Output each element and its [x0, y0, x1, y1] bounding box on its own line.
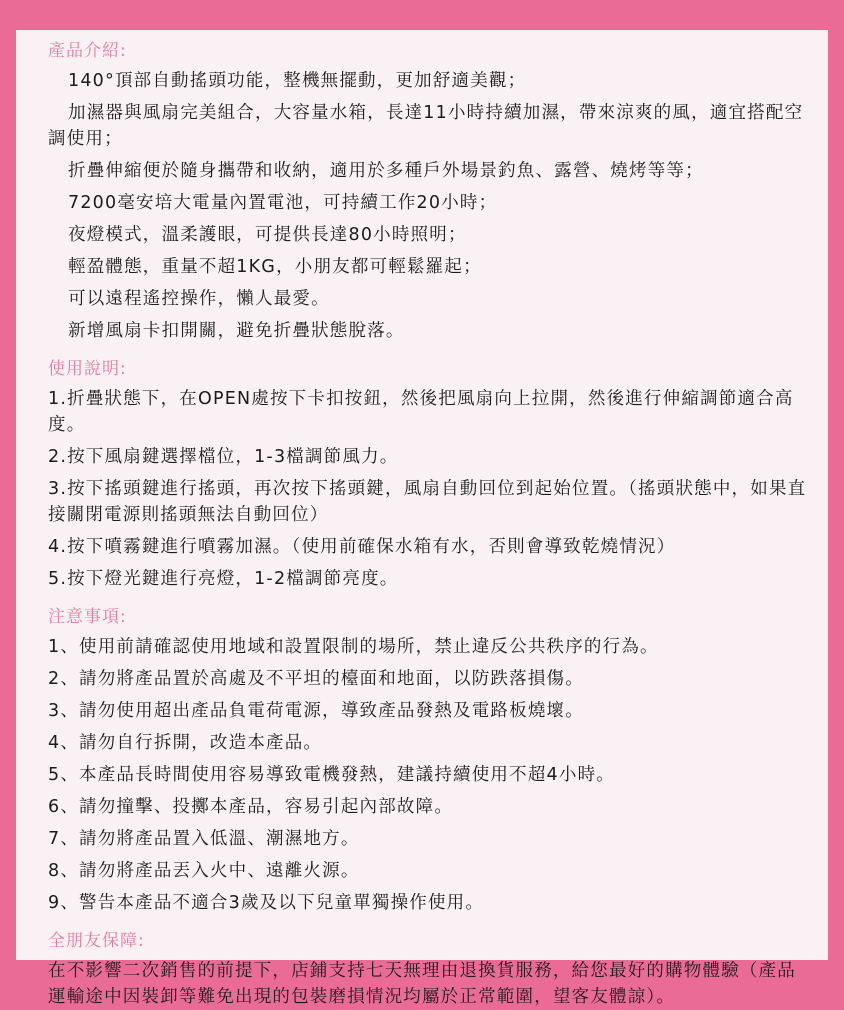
- product-intro-line: 可以遠程遙控操作，懶人最愛。: [68, 289, 330, 309]
- notes-heading: 注意事項:: [48, 607, 127, 627]
- product-intro-line: 夜燈模式，溫柔護眼，可提供長達80小時照明；: [68, 225, 467, 245]
- notes-list: [48, 634, 814, 916]
- note-item: 8、請勿將產品丟入火中、遠離火源。: [48, 861, 360, 881]
- guarantee-text: 在不影響二次銷售的前提下，店鋪支持七天無理由退換貨服務，給您最好的購物體驗（產品運輸途中因裝卸等難免出現的包裝磨損情況均屬於正常範圍，望客友體諒）。: [48, 961, 796, 1007]
- guarantee-heading: 全朋友保障:: [48, 931, 145, 951]
- usage-heading: 使用說明:: [48, 359, 127, 379]
- note-item: 4、請勿自行拆開，改造本產品。: [48, 733, 323, 753]
- note-item: 1、使用前請確認使用地域和設置限制的場所，禁止違反公共秩序的行為。: [48, 637, 659, 657]
- usage-step: 3.按下搖頭鍵進行搖頭，再次按下搖頭鍵，風扇自動回位到起始位置。（搖頭狀態中，如果直接關閉電源則搖頭無法自動回位）: [48, 479, 807, 525]
- product-intro-line: 新增風扇卡扣開關，避免折疊狀態脫落。: [68, 321, 405, 341]
- note-item: 7、請勿將產品置入低溫、潮濕地方。: [48, 829, 360, 849]
- product-intro-line: 輕盈體態，重量不超1KG，小朋友都可輕鬆羅起；: [68, 257, 482, 277]
- usage-step: 2.按下風扇鍵選擇檔位，1-3檔調節風力。: [48, 447, 399, 467]
- usage-step: 1.折疊狀態下，在OPEN處按下卡扣按鈕，然後把風扇向上拉開，然後進行伸縮調節適合高度。: [48, 389, 794, 435]
- usage-list: [48, 386, 814, 592]
- guarantee-section: [48, 928, 814, 1010]
- product-intro-list: [48, 68, 814, 344]
- product-intro-line: 140°頂部自動搖頭功能，整機無擺動，更加舒適美觀；: [68, 71, 527, 91]
- note-item: 9、警告本產品不適合3歲及以下兒童單獨操作使用。: [48, 893, 485, 913]
- product-intro-heading: 產品介紹:: [48, 41, 127, 61]
- note-item: 2、請勿將產品置於高處及不平坦的檯面和地面，以防跌落損傷。: [48, 669, 584, 689]
- product-intro-line: 7200毫安培大電量內置電池，可持續工作20小時；: [68, 193, 498, 213]
- usage-step: 4.按下噴霧鍵進行噴霧加濕。（使用前確保水箱有水，否則會導致乾燒情況）: [48, 537, 676, 557]
- note-item: 3、請勿使用超出產品負電荷電源，導致產品發熱及電路板燒壞。: [48, 701, 584, 721]
- content-panel: [16, 30, 828, 1007]
- product-intro-line: 折疊伸縮便於隨身攜帶和收納，適用於多種戶外場景釣魚、露營、燒烤等等；: [68, 161, 704, 181]
- notes-section: [48, 604, 814, 916]
- product-intro-section: [48, 38, 814, 344]
- note-item: 5、本產品長時間使用容易導致電機發熱，建議持續使用不超4小時。: [48, 765, 615, 785]
- usage-section: [48, 356, 814, 592]
- usage-step: 5.按下燈光鍵進行亮燈，1-2檔調節亮度。: [48, 569, 399, 589]
- product-intro-line: 加濕器與風扇完美組合，大容量水箱，長達11小時持續加濕，帶來涼爽的風，適宜搭配空調使用；: [48, 103, 804, 149]
- note-item: 6、請勿撞擊、投擲本產品，容易引起內部故障。: [48, 797, 454, 817]
